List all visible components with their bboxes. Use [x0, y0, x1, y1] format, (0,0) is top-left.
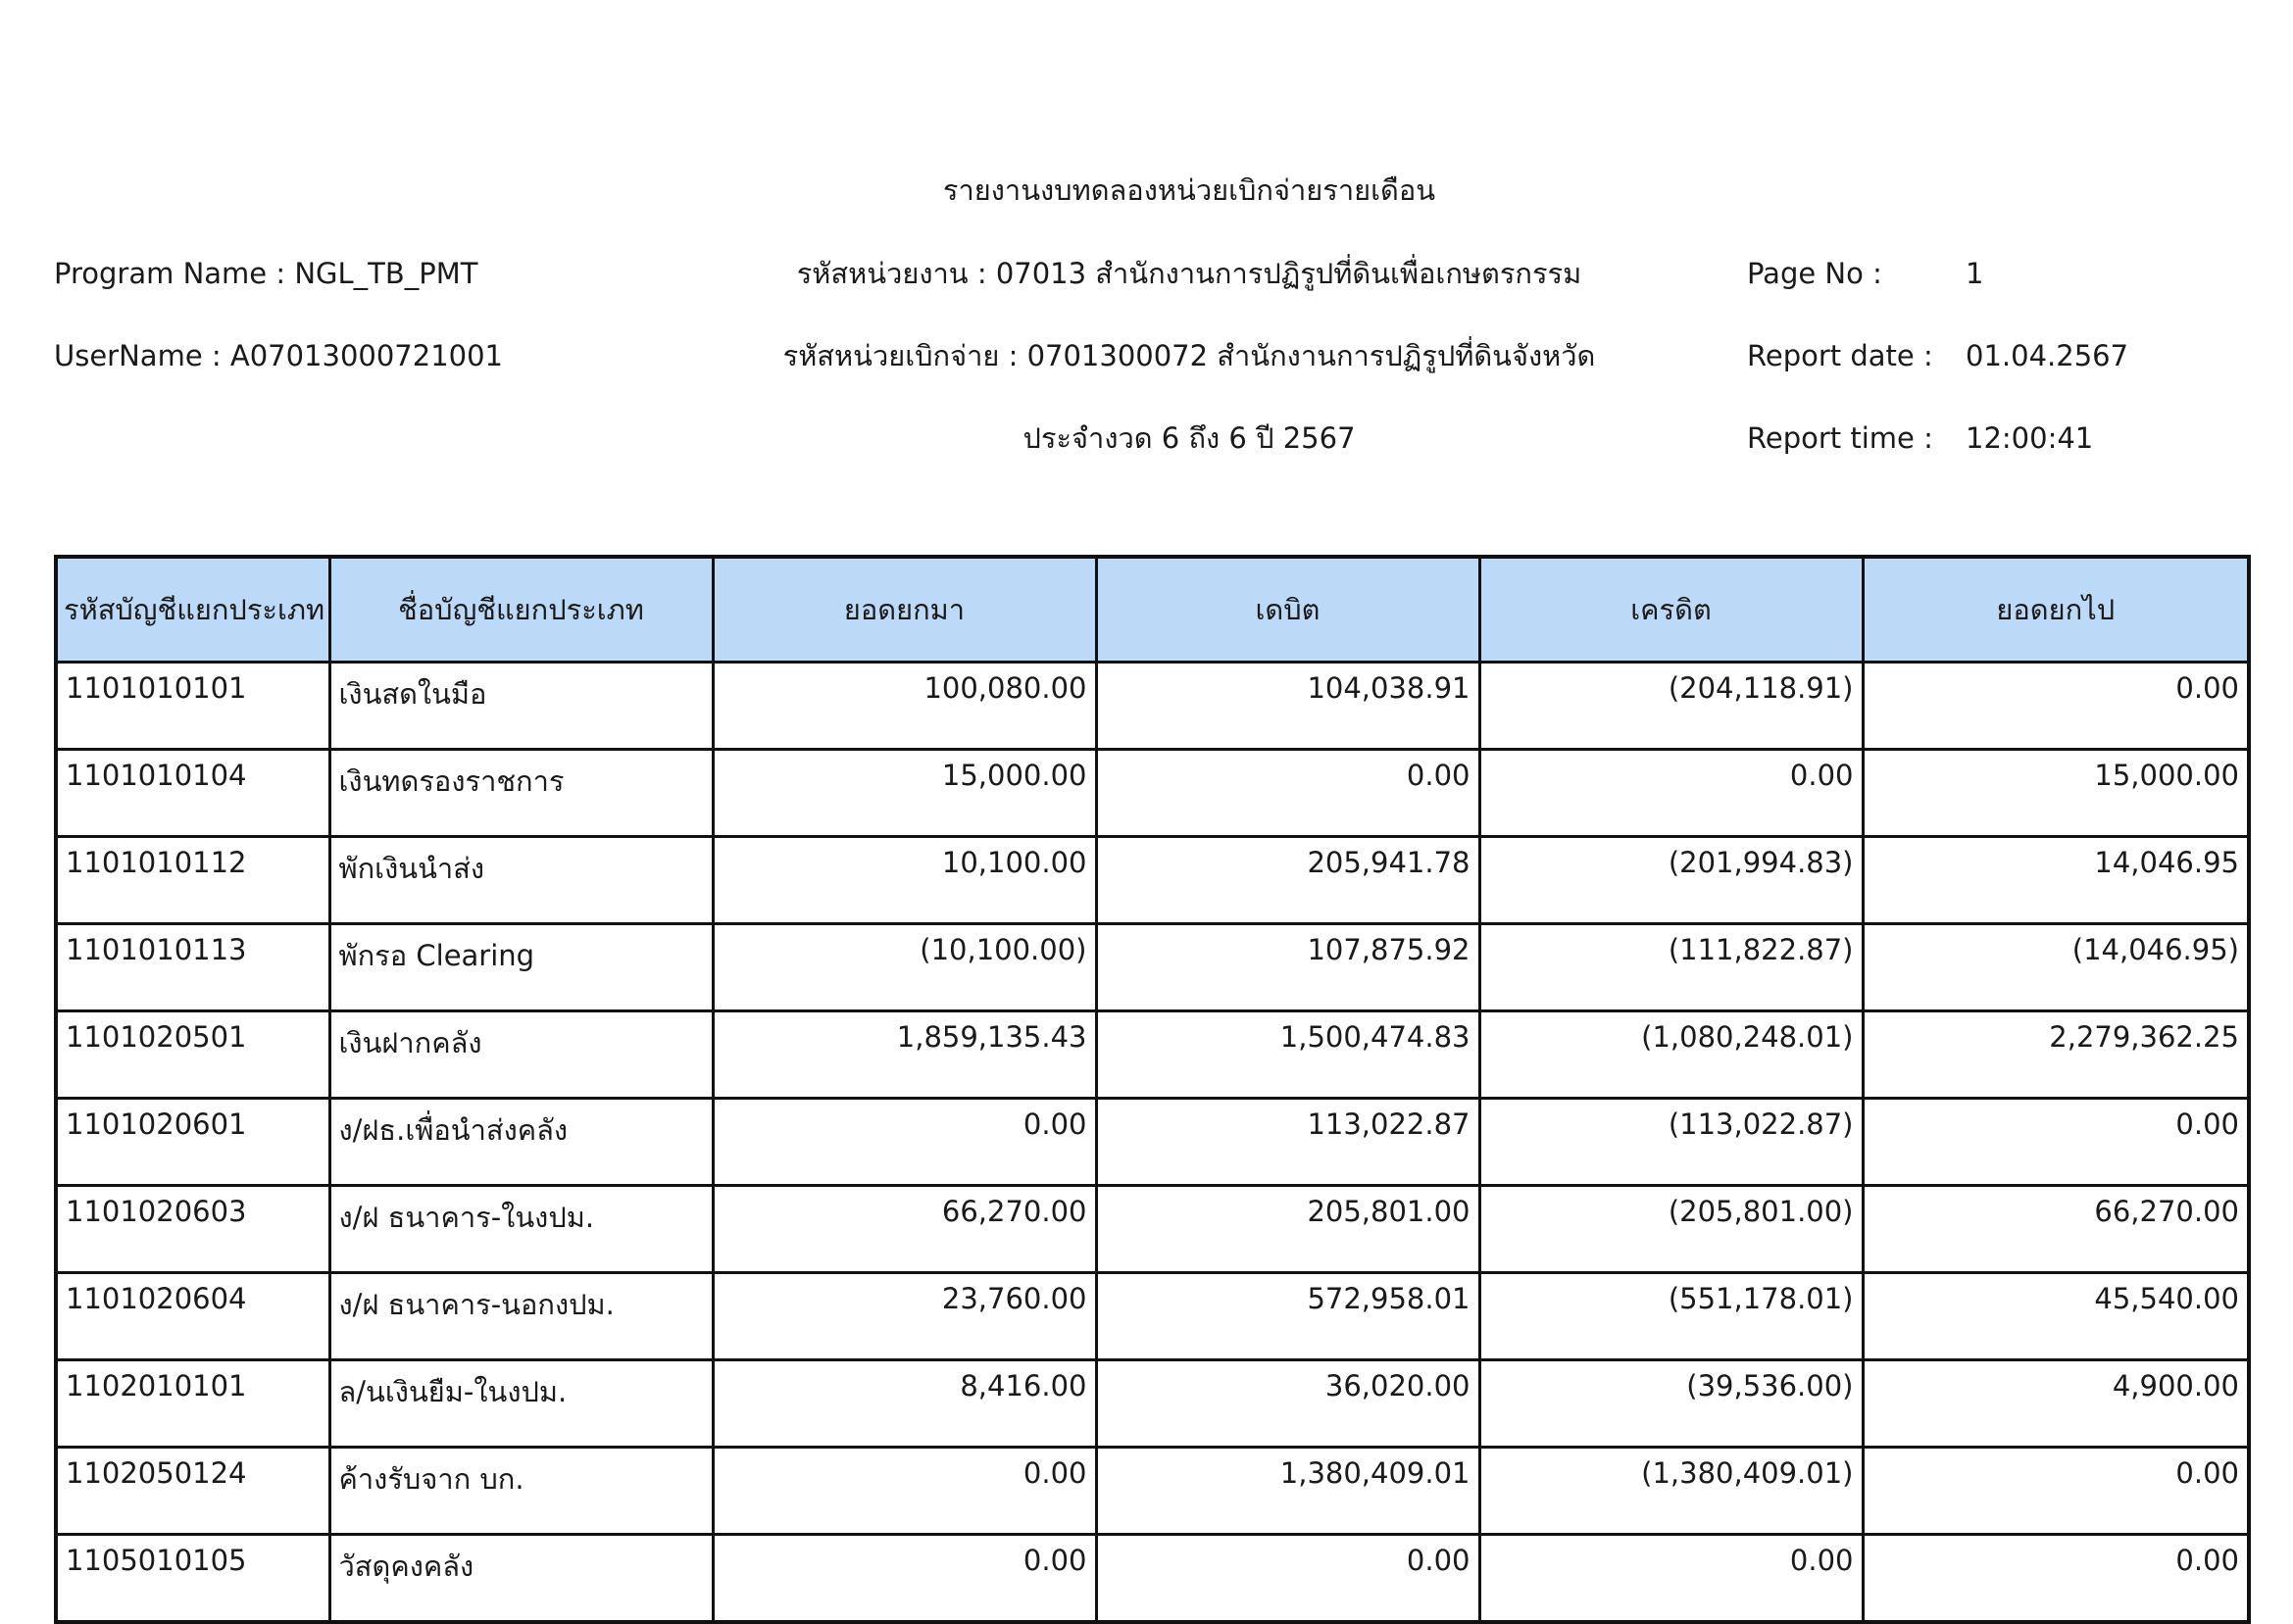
debit-cell: 104,038.91 — [1096, 663, 1479, 750]
header-opening-balance: ยอดยกมา — [713, 557, 1096, 663]
account-name-cell: ง/ฝ ธนาคาร-นอกงปม. — [329, 1273, 713, 1360]
closing-balance-cell: (14,046.95) — [1863, 924, 2249, 1011]
header-account-code: รหัสบัญชีแยกประเภท — [56, 557, 329, 663]
debit-cell: 0.00 — [1096, 1535, 1479, 1623]
page-no-value: 1 — [1966, 257, 1984, 290]
credit-cell: 0.00 — [1479, 1535, 1863, 1623]
account-name-cell: วัสดุคงคลัง — [329, 1535, 713, 1623]
closing-balance-cell: 0.00 — [1863, 1448, 2249, 1535]
account-name-cell: เงินสดในมือ — [329, 663, 713, 750]
debit-cell: 205,941.78 — [1096, 837, 1479, 924]
page-no-label: Page No : — [1747, 257, 1882, 290]
opening-balance-cell: 15,000.00 — [713, 750, 1096, 837]
header-closing-balance: ยอดยกไป — [1863, 557, 2249, 663]
debit-cell: 205,801.00 — [1096, 1186, 1479, 1273]
account-code-cell: 1101010112 — [56, 837, 329, 924]
table-row — [56, 663, 2249, 750]
credit-cell: (204,118.91) — [1479, 663, 1863, 750]
closing-balance-cell: 15,000.00 — [1863, 750, 2249, 837]
debit-cell: 107,875.92 — [1096, 924, 1479, 1011]
table-row — [56, 1186, 2249, 1273]
closing-balance-cell: 45,540.00 — [1863, 1273, 2249, 1360]
opening-balance-cell: 0.00 — [713, 1535, 1096, 1623]
table-row — [56, 837, 2249, 924]
account-code-cell: 1101020601 — [56, 1099, 329, 1186]
trial-balance-table — [54, 555, 2251, 1624]
report-title: รายงานงบทดลองหน่วยเบิกจ่ายรายเดือน — [942, 173, 1436, 207]
agency-line: รหัสหน่วยงาน : 07013 สำนักงานการปฏิรูปที่ดินเพื่อเกษตรกรรม — [796, 257, 1582, 290]
report-time-label: Report time : — [1747, 421, 1933, 455]
table-row — [56, 750, 2249, 837]
disbursing-unit-line: รหัสหน่วยเบิกจ่าย : 0701300072 สำนักงานการปฏิรูปที่ดินจังหวัด — [782, 339, 1596, 372]
closing-balance-cell: 4,900.00 — [1863, 1360, 2249, 1448]
account-name-cell: ล/นเงินยืม-ในงปม. — [329, 1360, 713, 1448]
closing-balance-cell: 0.00 — [1863, 1099, 2249, 1186]
account-name-cell: ง/ฝธ.เพื่อนำส่งคลัง — [329, 1099, 713, 1186]
account-code-cell: 1102050124 — [56, 1448, 329, 1535]
account-code-cell: 1101010113 — [56, 924, 329, 1011]
closing-balance-cell: 0.00 — [1863, 1535, 2249, 1623]
account-name-cell: เงินฝากคลัง — [329, 1011, 713, 1099]
account-code-cell: 1101010104 — [56, 750, 329, 837]
table-header-row — [56, 557, 2249, 663]
debit-cell: 36,020.00 — [1096, 1360, 1479, 1448]
account-code-cell: 1101020603 — [56, 1186, 329, 1273]
account-code-cell: 1101010101 — [56, 663, 329, 750]
header-debit: เดบิต — [1096, 557, 1479, 663]
header-account-name: ชื่อบัญชีแยกประเภท — [329, 557, 713, 663]
program-name: Program Name : NGL_TB_PMT — [54, 257, 478, 290]
table-row — [56, 1360, 2249, 1448]
credit-cell: (201,994.83) — [1479, 837, 1863, 924]
debit-cell: 1,500,474.83 — [1096, 1011, 1479, 1099]
account-code-cell: 1101020501 — [56, 1011, 329, 1099]
table-row — [56, 1273, 2249, 1360]
credit-cell: (39,536.00) — [1479, 1360, 1863, 1448]
opening-balance-cell: 66,270.00 — [713, 1186, 1096, 1273]
closing-balance-cell: 0.00 — [1863, 663, 2249, 750]
debit-cell: 1,380,409.01 — [1096, 1448, 1479, 1535]
report-time-value: 12:00:41 — [1966, 421, 2094, 455]
closing-balance-cell: 66,270.00 — [1863, 1186, 2249, 1273]
credit-cell: (111,822.87) — [1479, 924, 1863, 1011]
opening-balance-cell: (10,100.00) — [713, 924, 1096, 1011]
report-date-value: 01.04.2567 — [1966, 339, 2129, 372]
user-name: UserName : A07013000721001 — [54, 339, 504, 372]
account-code-cell: 1102010101 — [56, 1360, 329, 1448]
credit-cell: (1,080,248.01) — [1479, 1011, 1863, 1099]
opening-balance-cell: 10,100.00 — [713, 837, 1096, 924]
opening-balance-cell: 100,080.00 — [713, 663, 1096, 750]
report-period: ประจำงวด 6 ถึง 6 ปี 2567 — [1022, 421, 1356, 455]
account-name-cell: พักรอ Clearing — [329, 924, 713, 1011]
opening-balance-cell: 23,760.00 — [713, 1273, 1096, 1360]
opening-balance-cell: 1,859,135.43 — [713, 1011, 1096, 1099]
opening-balance-cell: 8,416.00 — [713, 1360, 1096, 1448]
header-credit: เครดิต — [1479, 557, 1863, 663]
table-row — [56, 1099, 2249, 1186]
credit-cell: (551,178.01) — [1479, 1273, 1863, 1360]
debit-cell: 572,958.01 — [1096, 1273, 1479, 1360]
closing-balance-cell: 2,279,362.25 — [1863, 1011, 2249, 1099]
table-row — [56, 924, 2249, 1011]
account-name-cell: ค้างรับจาก บก. — [329, 1448, 713, 1535]
table-row — [56, 1448, 2249, 1535]
account-code-cell: 1105010105 — [56, 1535, 329, 1623]
table-body — [56, 663, 2249, 1623]
debit-cell: 113,022.87 — [1096, 1099, 1479, 1186]
closing-balance-cell: 14,046.95 — [1863, 837, 2249, 924]
credit-cell: (1,380,409.01) — [1479, 1448, 1863, 1535]
account-name-cell: ง/ฝ ธนาคาร-ในงปม. — [329, 1186, 713, 1273]
opening-balance-cell: 0.00 — [713, 1448, 1096, 1535]
opening-balance-cell: 0.00 — [713, 1099, 1096, 1186]
credit-cell: (205,801.00) — [1479, 1186, 1863, 1273]
debit-cell: 0.00 — [1096, 750, 1479, 837]
account-name-cell: พักเงินนำส่ง — [329, 837, 713, 924]
credit-cell: (113,022.87) — [1479, 1099, 1863, 1186]
account-name-cell: เงินทดรองราชการ — [329, 750, 713, 837]
credit-cell: 0.00 — [1479, 750, 1863, 837]
account-code-cell: 1101020604 — [56, 1273, 329, 1360]
table-row — [56, 1535, 2249, 1623]
table-row — [56, 1011, 2249, 1099]
report-date-label: Report date : — [1747, 339, 1933, 372]
